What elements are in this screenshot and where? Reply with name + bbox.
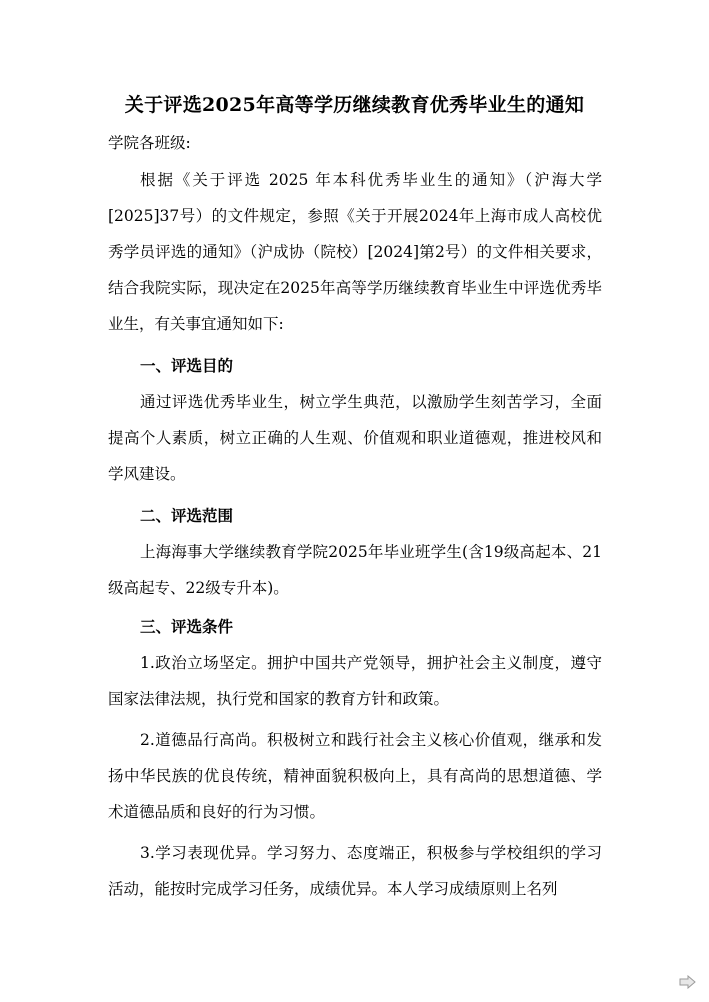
- section-heading-scope: 二、评选范围: [140, 506, 234, 525]
- section-heading-purpose: 一、评选目的: [140, 356, 234, 375]
- next-page-arrow-icon[interactable]: [679, 975, 697, 989]
- section-heading-criteria: 三、评选条件: [140, 617, 234, 636]
- criteria-item-3: 3.学习表现优异。学习努力、态度端正，积极参与学校组织的学习活动，能按时完成学习任务，成绩优异。本人学习成绩原则上名列: [108, 844, 602, 898]
- purpose-paragraph: 通过评选优秀毕业生，树立学生典范，以激励学生刻苦学习，全面提高个人素质，树立正确的人生观、价值观和职业道德观，推进校风和学风建设。: [108, 393, 602, 483]
- salutation: 学院各班级:: [108, 134, 191, 152]
- document-title: 关于评选2025年高等学历继续教育优秀毕业生的通知: [124, 94, 585, 116]
- scope-paragraph: 上海海事大学继续教育学院2025年毕业班学生(含19级高起本、21级高起专、22级专升本)。: [108, 543, 602, 597]
- criteria-item-2: 2.道德品行高尚。积极树立和践行社会主义核心价值观，继承和发扬中华民族的优良传统，精神面貌积极向上，具有高尚的思想道德、学术道德品质和良好的行为习惯。: [108, 731, 602, 821]
- criteria-item-1: 1.政治立场坚定。拥护中国共产党领导，拥护社会主义制度，遵守国家法律法规，执行党和国家的教育方针和政策。: [108, 654, 602, 708]
- intro-paragraph: 根据《关于评选 2025 年本科优秀毕业生的通知》（沪海大学[2025]37号）的文件规定，参照《关于开展2024年上海市成人高校优秀学员评选的通知》（沪成协（院校）[2024]第2号）的文件相关要求，结合我院实际，现决定在2025年高等学历继续教育毕业生中评选优秀毕业生，有关事宜通知如下:: [108, 171, 602, 333]
